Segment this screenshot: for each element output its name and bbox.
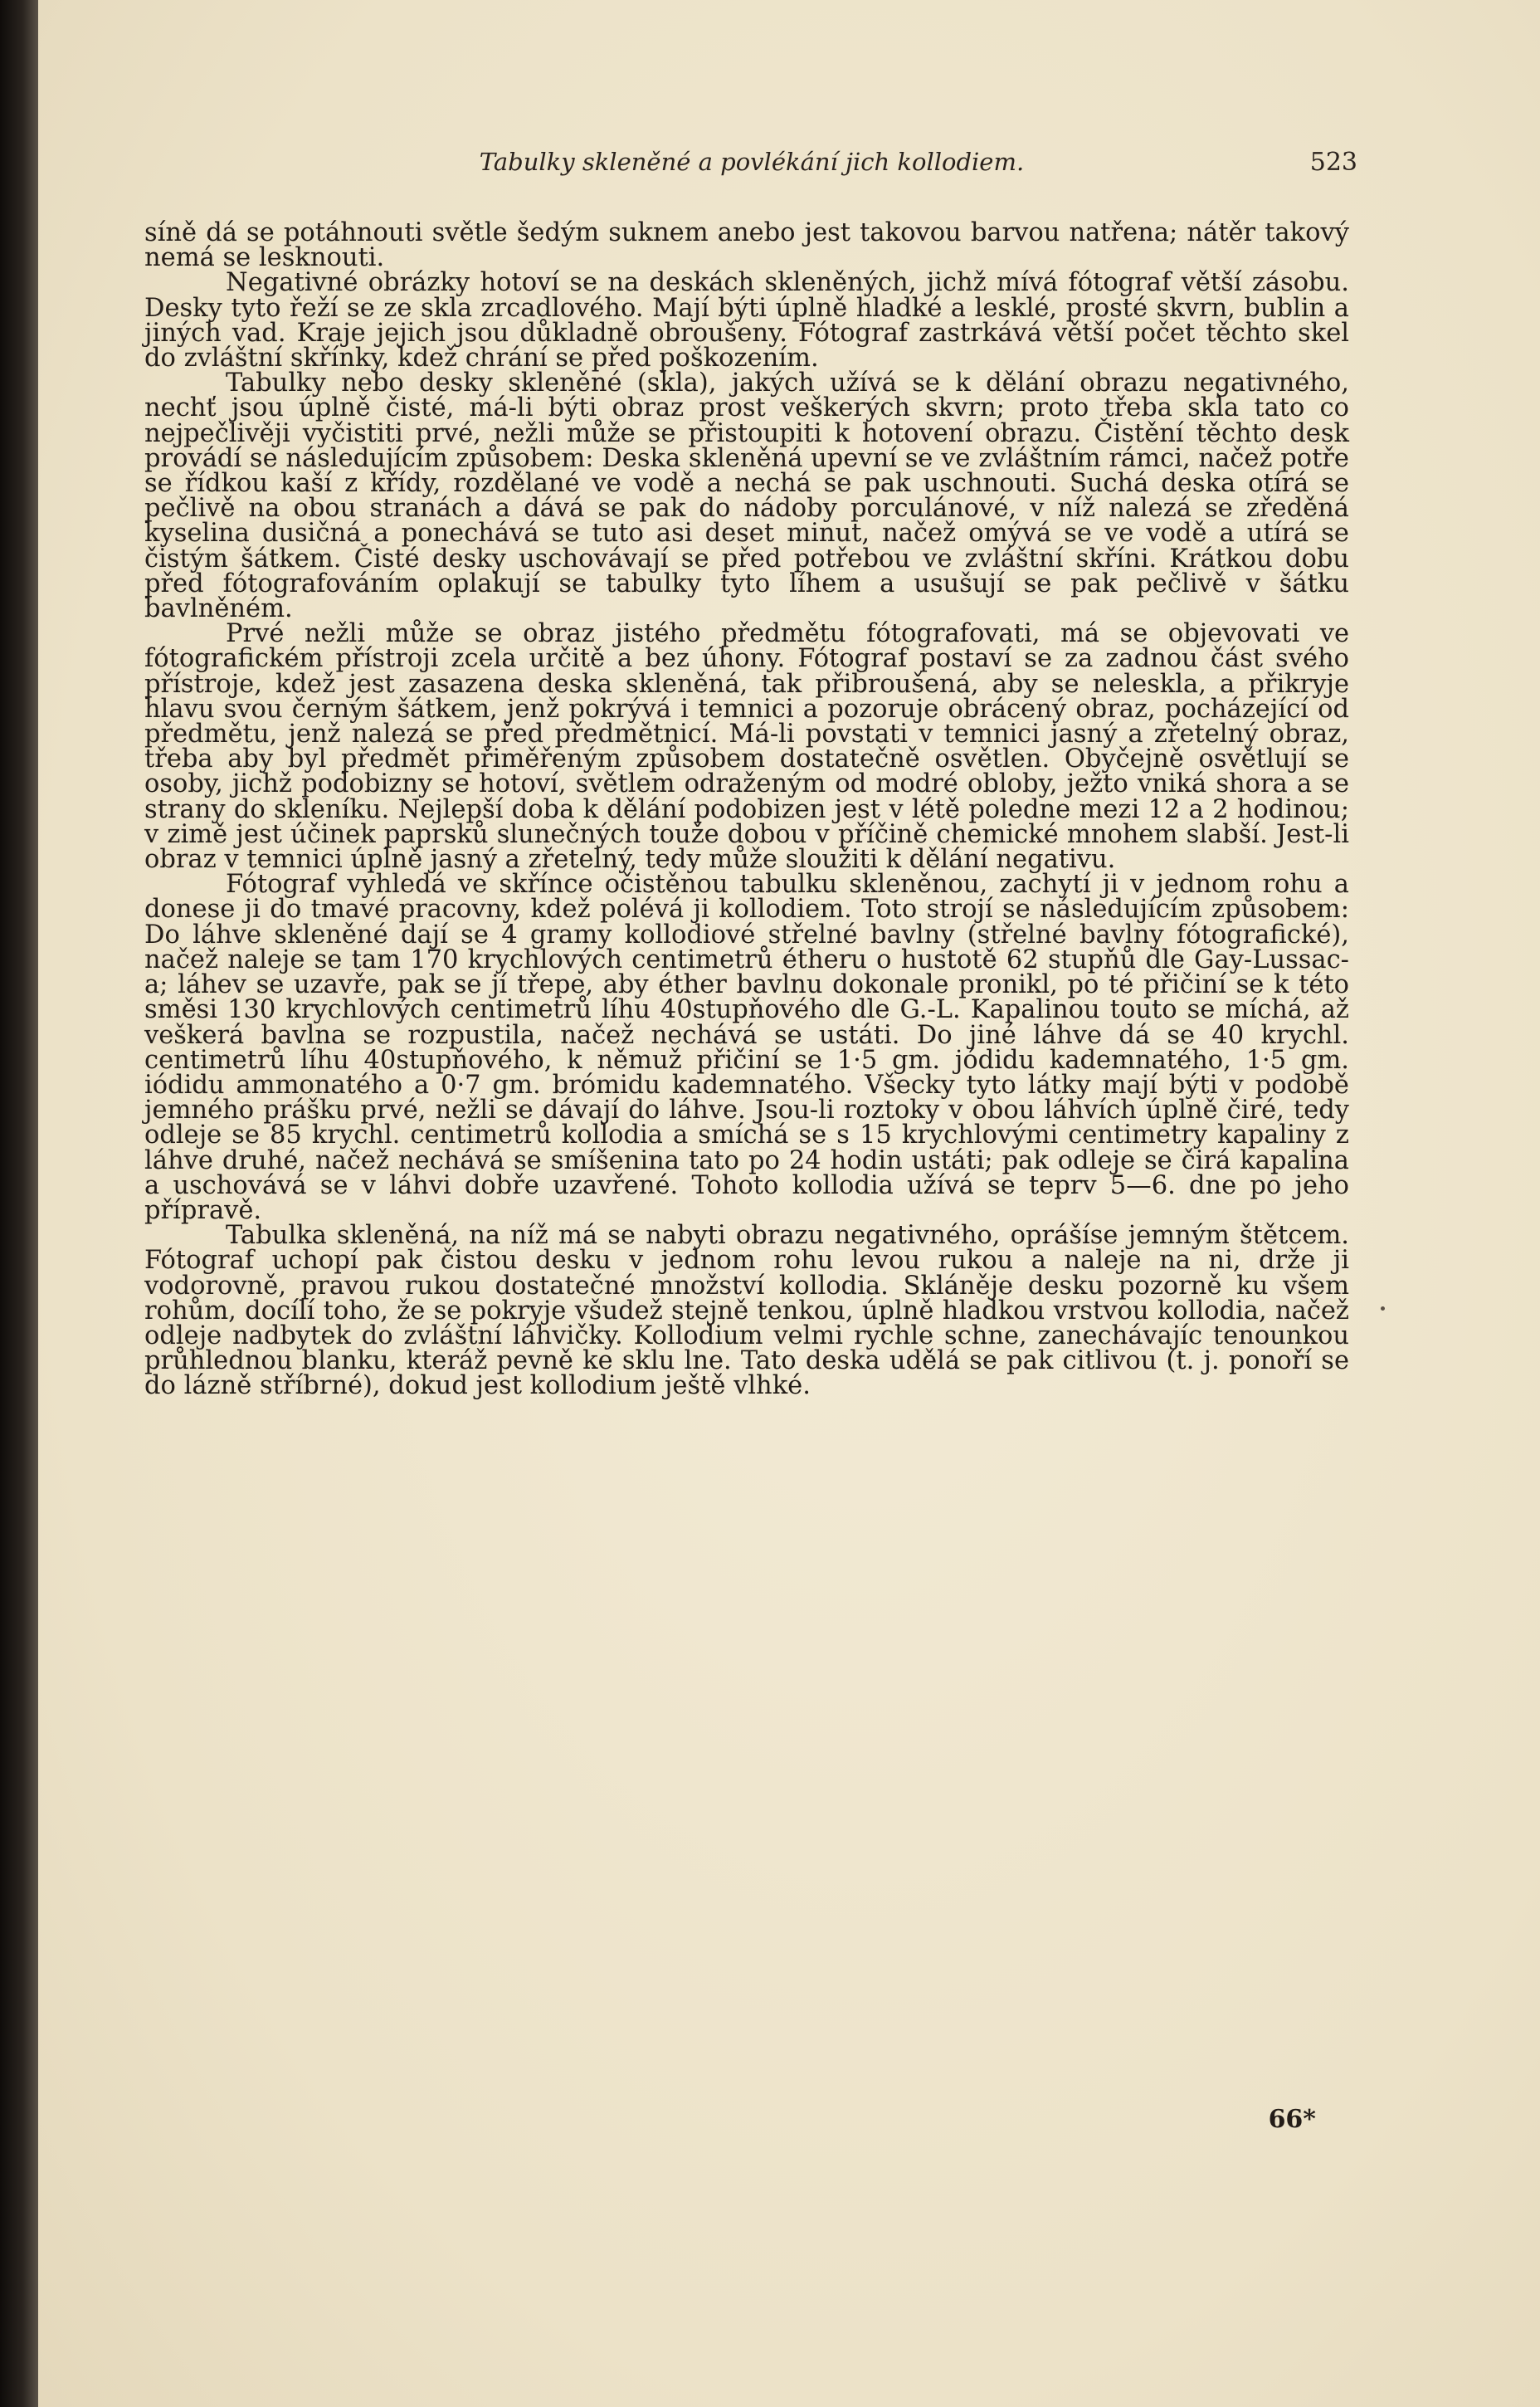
paragraph-focusing-lighting: Prvé nežli může se obraz jistého předmětu fótografovati, má se objevovati ve fótografickém přístroji zcela určitě a bez úhony. Fótograf postaví se za zadnou část svého přístroje, kdež jest zasazena deska skleněná, tak přibroušená, aby se neleskla, a přikryje hlavu svou černým šátkem, jenž pokrývá i temnici a pozoruje obrácený obraz, pocházející od předmětu, jenž nalezá se před předmětnicí. Má-li povstati v temnici jasný a zřetelný obraz, třeba aby byl předmět přiměřeným způsobem dostatečně osvětlen. Obyčejně osvětlují se osoby, jichž podobizny se hotoví, světlem odraženým od modré obloby, ježto vniká shora a se strany do skleníku. Nejlepší doba k dělání podobizen jest v létě poledne mezi 12 a 2 hodinou; v zimě jest účinek paprsků slunečných touže dobou v příčině chemické mnohem slabší. Jest-li obraz v temnici úplně jasný a zřetelný, tedy může sloužiti k dělání negativu. (144, 619, 1349, 875)
page-number: 523 (1309, 148, 1357, 177)
paragraph-negative-plates: Negativné obrázky hotoví se na deskách skleněných, jichž mívá fótograf větší zásobu. Desky tyto řeží se ze skla zrcadlového. Mají býti úplně hladké a lesklé, prosté skvrn, bublin a jiných vad. Kraje jejich jsou důkladně obroušeny. Fótograf zastrkává větší počet těchto skel do zvláštní skřínky, kdež chrání se před poškozením. (144, 268, 1349, 374)
paragraph-cleaning-plates: Tabulky nebo desky skleněné (skla), jakých užívá se k dělání obrazu negativného, nechť jsou úplně čisté, má-li býti obraz prost veškerých skvrn; proto třeba skla tato co nejpečlivěji vyčistiti prvé, nežli může se přistoupiti k hotovení obrazu. Čistění těchto desk provádí se následujícím způsobem: Deska skleněná upevní se ve zvláštním rámci, načež potře se řídkou kaší z křídy, rozdělané ve vodě a nechá se pak uschnouti. Suchá deska otírá se pečlivě na obou stranách a dává se pak do nádoby porculánové, v níž nalezá se zředěná kyselina dusičná a ponechává se tuto asi deset minut, načež omývá se ve vodě a utírá se čistým šátkem. Čisté desky uschovávají se před potřebou ve zvláštní skříni. Krátkou dobu před fótografováním oplakují se tabulky tyto líhem a usušují se pak pečlivě v šátku bavlněném. (144, 369, 1349, 624)
running-title: Tabulky skleněné a povlékání jich kollodiem. (479, 148, 1025, 176)
paragraph-collodion-recipe: Fótograf vyhledá ve skřínce očistěnou tabulku skleněnou, zachytí ji v jednom rohu a donese ji do tmavé pracovny, kdež polévá ji kollodiem. Toto strojí se následujícím způsobem: Do láhve skleněné dají se 4 gramy kollodiové střelné bavlny (střelné bavlny fótografické), načež naleje se tam 170 krychlových centimetrů étheru o hustotě 62 stupňů dle Gay-Lussac-a; láhev se uzavře, pak se jí třepe, aby éther bavlnu dokonale pronikl, po té přičiní se k této směsi 130 krychlových centimetrů líhu 40stupňového dle G.-L. Kapalinou touto se míchá, až veškerá bavlna se rozpustila, načež nechává se ustáti. Do jiné láhve dá se 40 krychl. centimetrů líhu 40stupňového, k němuž přičiní se 1·5 gm. jódidu kademnatého, 1·5 gm. iódidu ammonatého a 0·7 gm. brómidu kademnatého. Všecky tyto látky mají býti v podobě jemného prášku prvé, nežli se dávají do láhve. Jsou-li roztoky v obou láhvích úplně čiré, tedy odleje se 85 krychl. centimetrů kollodia a smíchá se s 15 krychlovými centimetry kapaliny z láhve druhé, načež nechává se smíšenina tato po 24 hodin ustáti; pak odleje se čirá kapalina a uschovává se v láhvi dobře uzavřené. Tohoto kollodia užívá se teprv 5—6. dne po jeho přípravě. (144, 870, 1349, 1225)
page-header (146, 148, 1357, 189)
paragraph-coating-plate: Tabulka skleněná, na níž má se nabyti obrazu negativného, oprášíse jemným štětcem. Fótograf uchopí pak čistou desku v jednom rohu levou rukou a naleje na ni, drže ji vodorovně, pravou rukou dostatečné množství kollodia. Skláněje desku pozorně ku všem rohům, docílí toho, že se pokryje všudež stejně tenkou, úplně hladkou vrstvou kollodia, načež odleje nadbytek do zvláštní láhvičky. Kollodium velmi rychle schne, zanechávajíc tenounkou průhlednou blanku, kteráž pevně ke sklu lne. Tato deska udělá se pak citlivou (t. j. ponoří se do lázně stříbrné), dokud jest kollodium ještě vlhké. (144, 1221, 1349, 1401)
paper-speck (1381, 1306, 1385, 1311)
paragraph-continuation: síně dá se potáhnouti světle šedým suknem anebo jest takovou barvou natřena; nátěr takový nemá se lesknouti. (144, 218, 1349, 273)
book-page (38, 0, 1540, 2407)
signature-mark: 66* (1268, 2105, 1316, 2134)
body-text (144, 218, 1349, 1401)
book-gutter (0, 0, 38, 2407)
